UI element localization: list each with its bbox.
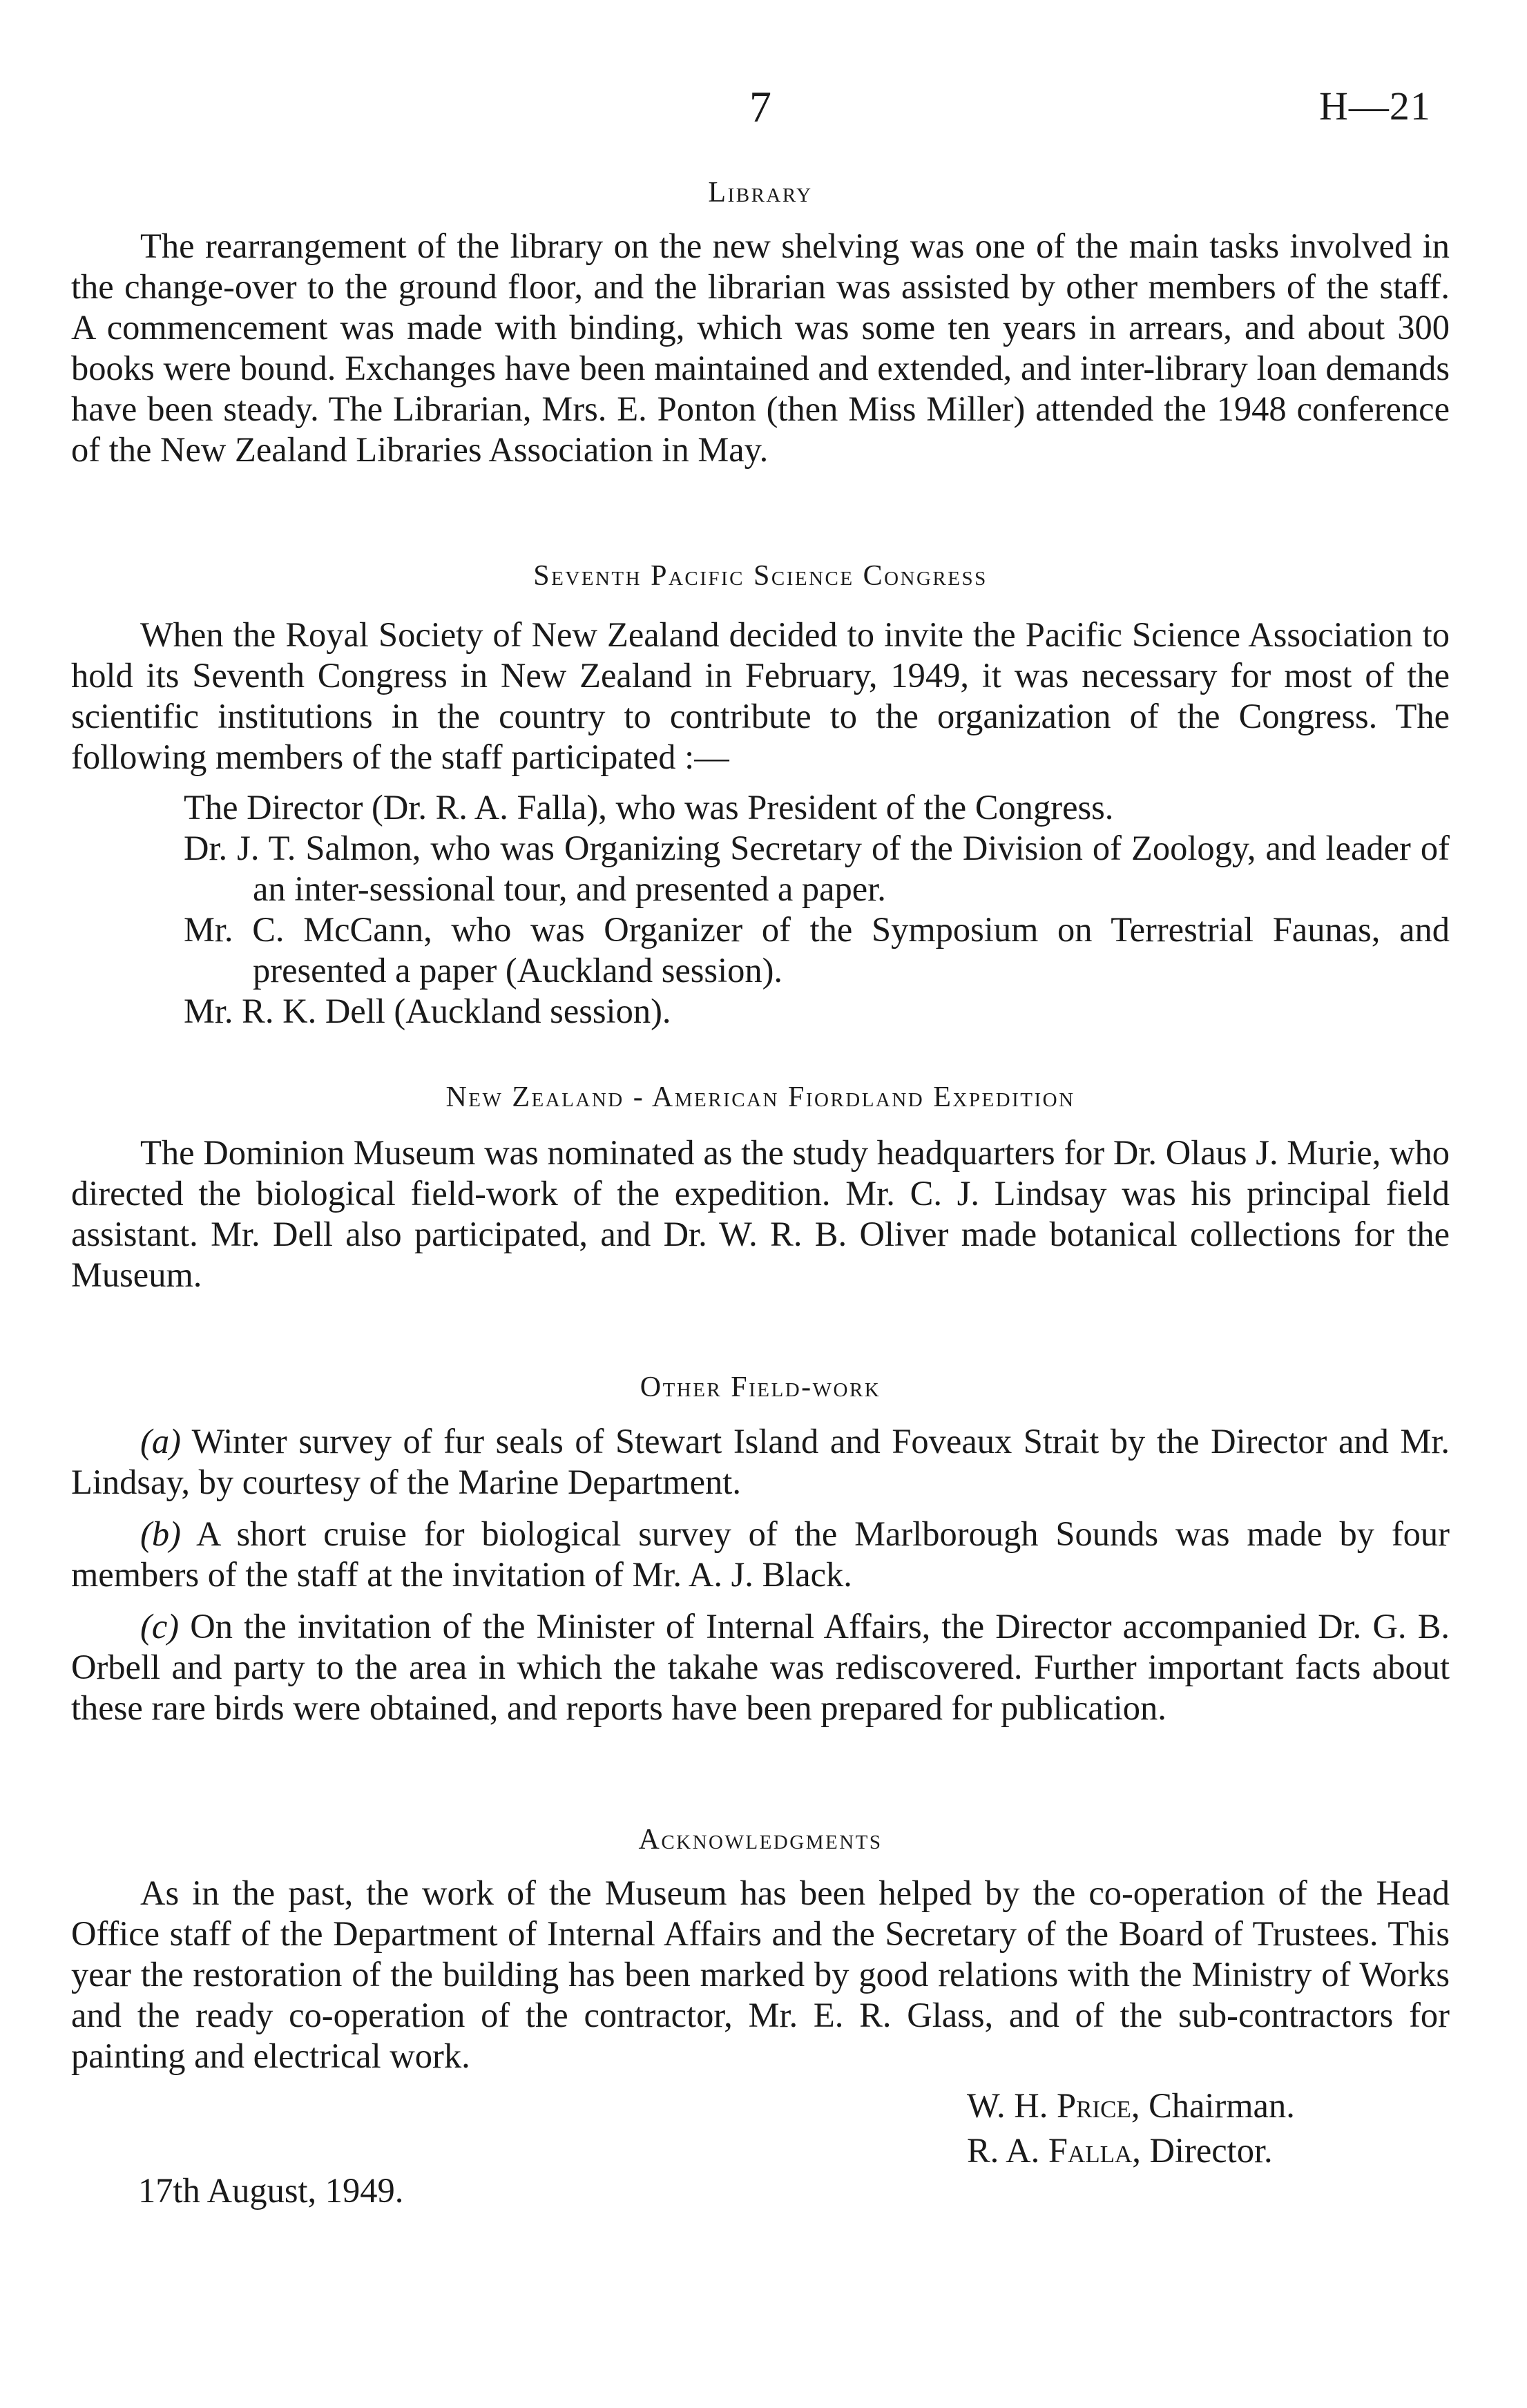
signature-initials: W. H. xyxy=(967,2086,1048,2125)
section-library xyxy=(71,226,1450,470)
item-text: On the invitation of the Minister of Internal Affairs, the Director accompanied Dr. G. B. Orbell and party to the area in which the takahe was rediscovered. Further important facts about these rare birds were obtained, and reports have been prepared for publication. xyxy=(71,1607,1450,1727)
section-heading-congress: Seventh Pacific Science Congress xyxy=(533,560,988,592)
fieldwork-item-a xyxy=(71,1421,1450,1503)
section-acknowledgments xyxy=(71,1873,1450,2077)
signature-chairman xyxy=(967,2086,1295,2126)
document-date: 17th August, 1949. xyxy=(138,2171,404,2210)
item-label: (c) xyxy=(140,1607,180,1646)
section-heading-expedition: New Zealand - American Fiordland Expedition xyxy=(445,1081,1075,1113)
list-item: Mr. C. McCann, who was Organizer of the Symposium on Terrestrial Faunas, and presented a paper (Auckland session). xyxy=(184,910,1450,990)
fieldwork-item-c xyxy=(71,1606,1450,1728)
section-congress xyxy=(71,615,1450,1032)
participant-list xyxy=(71,787,1450,1032)
signature-surname: Price xyxy=(1057,2086,1131,2125)
list-item: The Director (Dr. R. A. Falla), who was President of the Congress. xyxy=(184,788,1114,827)
section-heading-library: Library xyxy=(708,177,813,209)
signature-director xyxy=(967,2130,1273,2171)
list-item: Mr. R. K. Dell (Auckland session). xyxy=(184,992,671,1030)
item-text: Winter survey of fur seals of Stewart Island and Foveaux Strait by the Director and Mr. Lindsay, by courtesy of the Marine Department. xyxy=(71,1422,1450,1501)
signature-role: , Director. xyxy=(1132,2131,1273,2170)
section-expedition xyxy=(71,1133,1450,1295)
item-text: A short cruise for biological survey of the Marlborough Sounds was made by four members of the staff at the invitation of Mr. A. J. Black. xyxy=(71,1514,1450,1594)
signature-surname: Falla xyxy=(1048,2131,1133,2170)
signature-initials: R. A. xyxy=(967,2131,1040,2170)
congress-paragraph: When the Royal Society of New Zealand decided to invite the Pacific Science Association to hold its Seventh Congress in New Zealand in February, 1949, it was necessary for most of the scientific institutions in the country to contribute to the organization of the Congress. The following members of the staff participated :— xyxy=(71,615,1450,776)
library-paragraph: The rearrangement of the library on the new shelving was one of the main tasks involved in the change-over to the ground floor, and the librarian was assisted by other members of the staff. A commencement was made with binding, which was some ten years in arrears, and about 300 books were bound. Exchanges have been maintained and extended, and inter-library loan demands have been steady. The Librarian, Mrs. E. Ponton (then Miss Miller) attended the 1948 conference of the New Zealand Libraries Association in May. xyxy=(71,227,1450,469)
item-label: (a) xyxy=(140,1422,181,1461)
fieldwork-item-b xyxy=(71,1514,1450,1595)
document-reference: H—21 xyxy=(1319,84,1431,128)
list-item: Dr. J. T. Salmon, who was Organizing Secretary of the Division of Zoology, and leader of an inter-sessional tour, and presented a paper. xyxy=(184,829,1450,908)
section-heading-fieldwork: Other Field-work xyxy=(640,1371,881,1403)
item-label: (b) xyxy=(140,1514,181,1553)
expedition-paragraph: The Dominion Museum was nominated as the study headquarters for Dr. Olaus J. Murie, who directed the biological field-work of the expedition. Mr. C. J. Lindsay was his principal field assistant. Mr. Dell also participated, and Dr. W. R. B. Oliver made botanical collections for the Museum. xyxy=(71,1133,1450,1294)
signature-role: , Chairman. xyxy=(1131,2086,1295,2125)
page-number: 7 xyxy=(749,82,771,131)
section-heading-acknowledgments: Acknowledgments xyxy=(638,1824,883,1856)
acknowledgments-paragraph: As in the past, the work of the Museum has been helped by the co-operation of the Head Office staff of the Department of Internal Affairs and the Secretary of the Board of Trustees. This year the restoration of the building has been marked by good relations with the Ministry of Works and the ready co-operation of the contractor, Mr. E. R. Glass, and of the sub-contractors for painting and electrical work. xyxy=(71,1874,1450,2075)
section-fieldwork xyxy=(71,1421,1450,1728)
